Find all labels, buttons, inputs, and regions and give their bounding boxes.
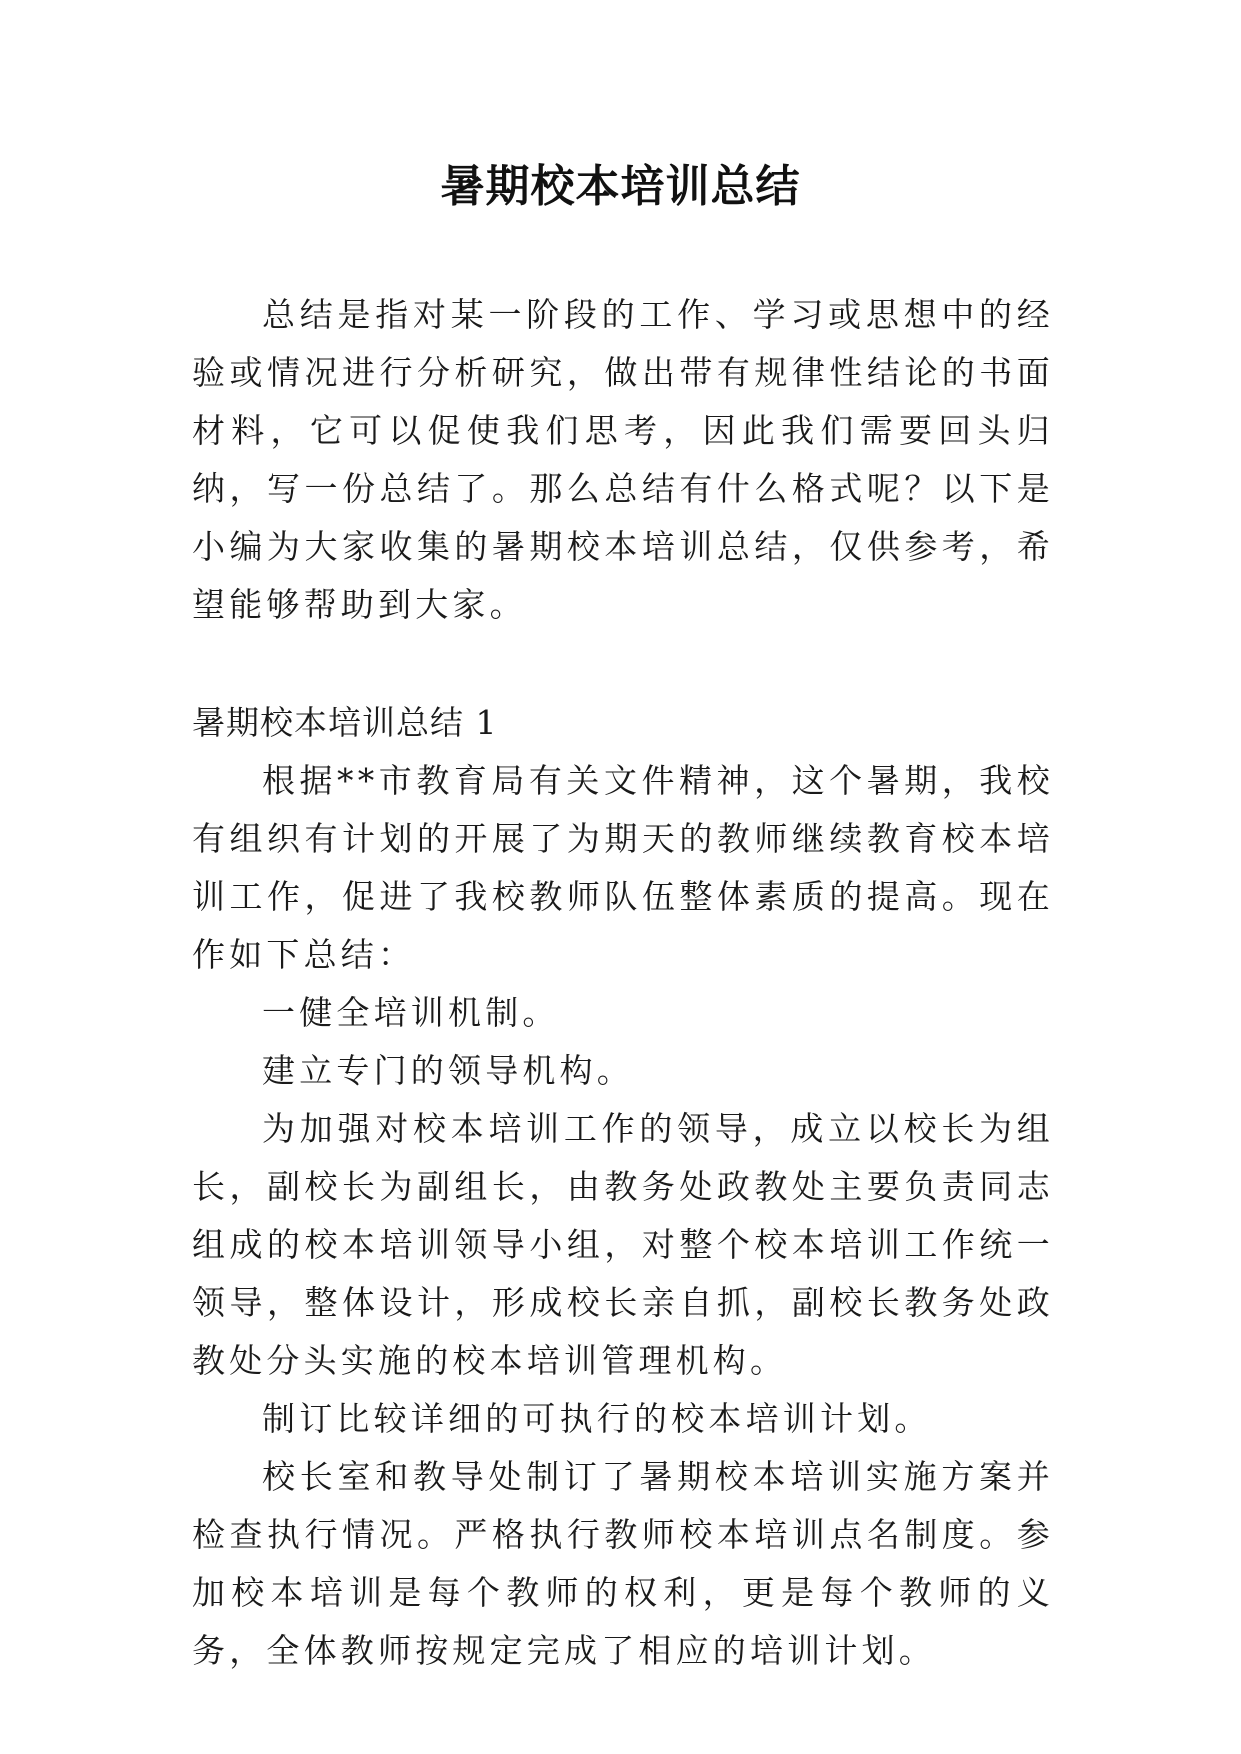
section-spacer	[192, 634, 1054, 694]
body-paragraph: 建立专门的领导机构。	[262, 1051, 634, 1090]
body-paragraph: 校长室和教导处制订了暑期校本培训实施方案并检查执行情况。严格执行教师校本培训点名制度。参加校本培训是每个教师的权利，更是每个教师的义务，全体教师按规定完成了相应的培训计划。	[192, 1457, 1054, 1670]
document-title: 暑期校本培训总结	[440, 161, 801, 212]
body-paragraph: 制订比较详细的可执行的校本培训计划。	[262, 1399, 932, 1438]
body-paragraph: 为加强对校本培训工作的领导，成立以校长为组长，副校长为副组长，由教务处政教处主要负责同志组成的校本培训领导小组，对整个校本培训工作统一领导，整体设计，形成校长亲自抓，副校长教务处政教处分头实施的校本培训管理机构。	[192, 1109, 1054, 1380]
body-paragraph: 根据**市教育局有关文件精神，这个暑期，我校有组织有计划的开展了为期天的教师继续教育校本培训工作，促进了我校教师队伍整体素质的提高。现在作如下总结：	[192, 761, 1054, 974]
body-paragraph: 一健全培训机制。	[262, 993, 560, 1032]
intro-paragraph: 总结是指对某一阶段的工作、学习或思想中的经验或情况进行分析研究，做出带有规律性结论的书面材料，它可以促使我们思考，因此我们需要回头归纳，写一份总结了。那么总结有什么格式呢？以下是小编为大家收集的暑期校本培训总结，仅供参考，希望能够帮助到大家。	[192, 295, 1054, 624]
section-heading: 暑期校本培训总结 1	[192, 703, 498, 742]
document-body	[192, 286, 1054, 1680]
